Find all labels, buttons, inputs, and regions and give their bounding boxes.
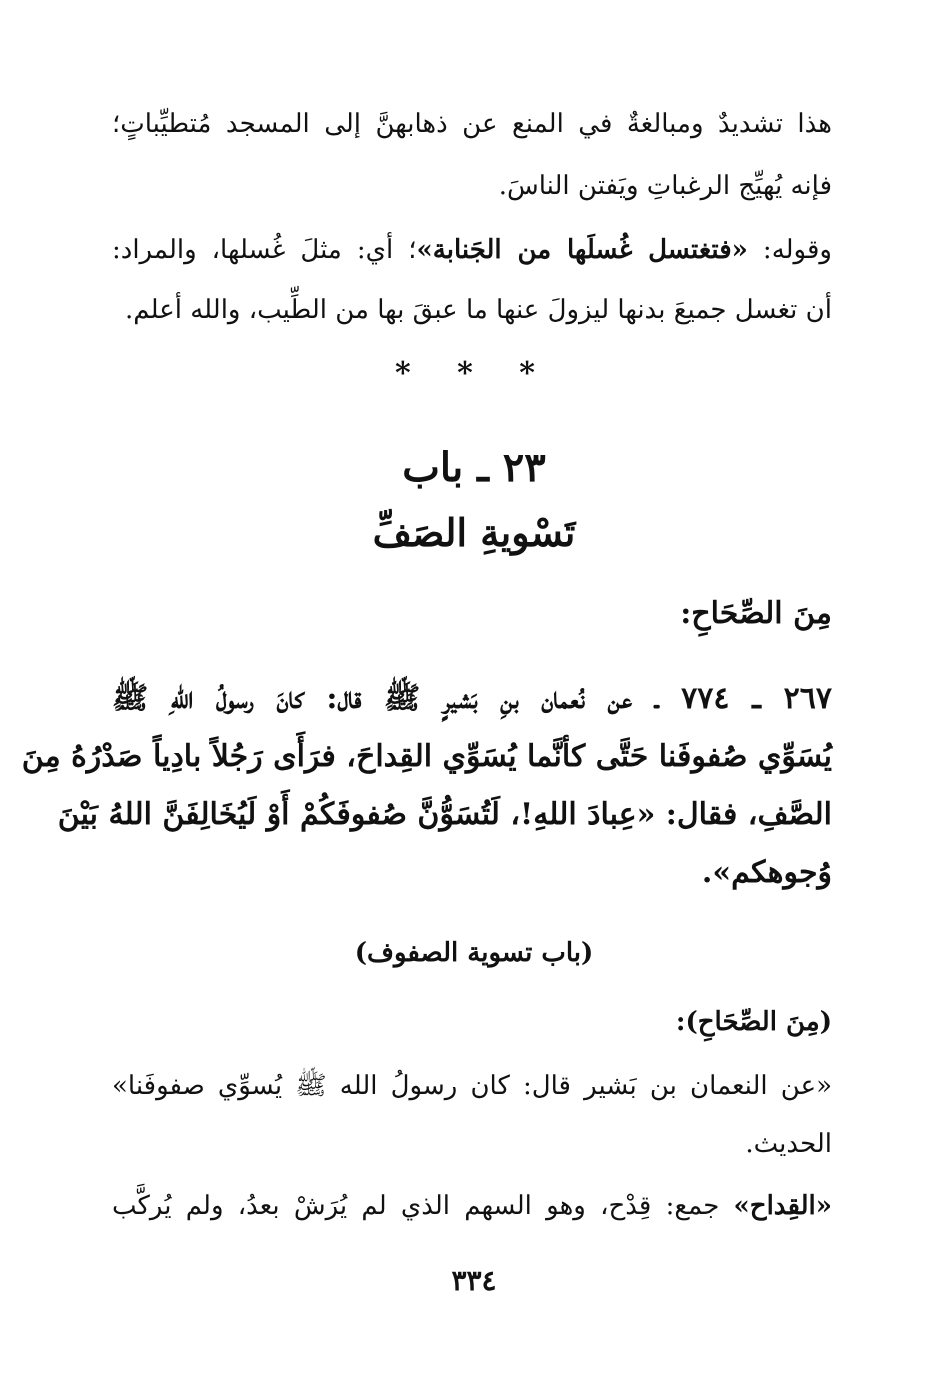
hadith-line-1: ٢٦٧ ـ ٧٧٤ ـ عن نُعمان بنِ بَشيرٍ ﷺ قال: كانَ رسولُ اللهِ ﷺ [112,681,832,716]
commentary-line-3-post: جمع: قِدْح، وهو السهم الذي لم يُرَشْ بعدُ، ولم يُركَّب [112,1191,734,1221]
hadith-line-2: يُسَوِّي صُفوفَنا حَتَّى كأنَّما يُسَوِّي القِداحَ، فرَأَى رَجُلاً بادِياً صَدْرُهُ مِنَ [21,739,832,774]
hadith-line-4: وُجوهكم». [701,855,832,890]
commentary-heading: (باب تسوية الصفوف) [354,938,594,968]
commentary-line-1: «عن النعمان بن بَشير قال: كان رسولُ الله ﷺ يُسوِّي صفوفَنا» [112,1071,832,1101]
page-number: ٣٣٤ [451,1264,497,1297]
chapter-title: تَسْويةِ الصَفِّ [372,510,576,555]
quoted-phrase: «فتغتسل غُسلَها من الجَنابة» [416,235,748,265]
intro-line-3-post: ؛ أي: مثلَ غُسلها، والمراد: [112,235,417,265]
intro-line-4: أن تغسل جميعَ بدنها ليزولَ عنها ما عبقَ بها من الطِّيب، والله أعلم. [125,295,832,325]
chapter-number: ٢٣ ـ باب [402,444,546,491]
intro-line-3-pre: وقوله: [747,235,832,265]
intro-line-2: فإنه يُهيِّج الرغباتِ ويَفتن الناسَ. [498,171,832,201]
commentary-line-3 [112,1186,832,1226]
quoted-term: «القِداح» [733,1191,832,1221]
intro-line-3 [112,230,832,270]
intro-line-1: هذا تشديدٌ ومبالغةٌ في المنع عن ذهابهنَّ إلى المسجد مُتطيِّباتٍ؛ [112,109,832,139]
commentary-line-2: الحديث. [745,1129,832,1159]
section-separator: * * * [395,356,553,391]
hadith-line-3: الصَّفِ، فقال: «عِبادَ اللهِ!، لَتُسَوُّنَّ صُفوفَكُمْ أَوْ لَيُخَالِفَنَّ اللهُ بَيْنَ [57,797,832,832]
commentary-subheading: (مِنَ الصِّحَاحِ): [675,1007,832,1037]
section-heading: مِنَ الصِّحَاحِ: [680,596,832,631]
